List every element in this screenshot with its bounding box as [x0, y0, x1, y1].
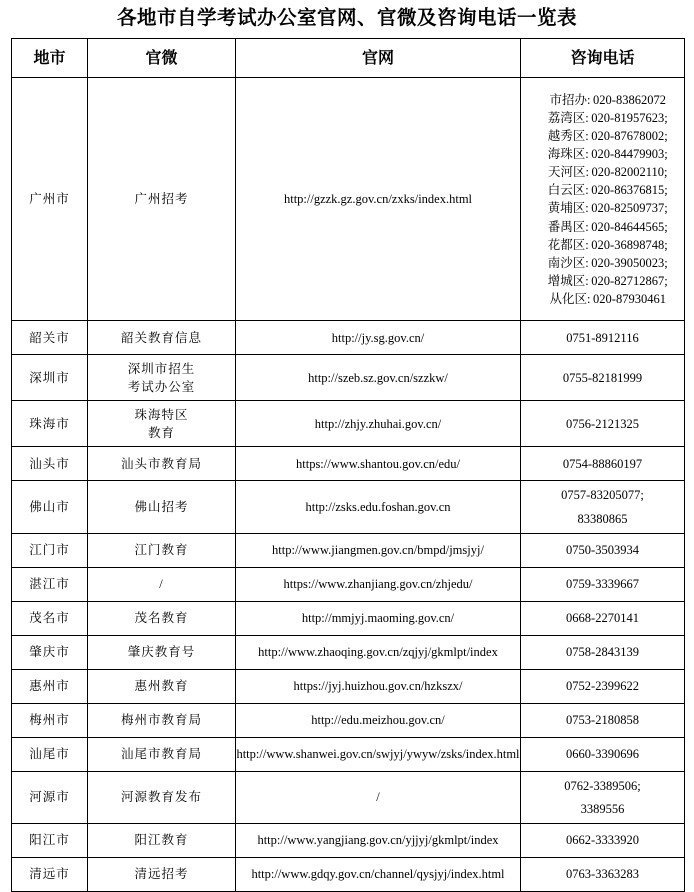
- table-row: [12, 78, 685, 321]
- weibo-line: 珠海特区: [134, 407, 189, 422]
- phone-district-label: 南沙区:: [547, 255, 589, 270]
- cell-weibo: 阳江教育: [88, 823, 236, 857]
- cell-weibo: 肇庆教育号: [88, 635, 236, 669]
- cell-website[interactable]: http://mmjyj.maoming.gov.cn/: [236, 601, 521, 635]
- phone-number: 020-84644565;: [591, 219, 668, 234]
- phone-number: 020-81957623;: [591, 110, 668, 125]
- phone-number: 020-86376815;: [591, 183, 668, 198]
- cell-city: 佛山市: [12, 481, 88, 533]
- cell-phone: [521, 771, 685, 823]
- phone-entry: [529, 272, 684, 290]
- phone-number: 020-39050023;: [591, 255, 668, 270]
- phone-entry: [529, 145, 684, 163]
- weibo-line: 深圳市招生: [127, 361, 196, 376]
- cell-website[interactable]: https://jyj.huizhou.gov.cn/hzkszx/: [236, 669, 521, 703]
- phone-number: 020-84479903;: [591, 147, 668, 161]
- cell-website[interactable]: https://www.shantou.gov.cn/edu/: [236, 447, 521, 481]
- cell-city: 梅州市: [12, 703, 88, 737]
- cell-city: 河源市: [12, 771, 88, 823]
- cell-city: 阳江市: [12, 823, 88, 857]
- cell-phone: 0758-2843139: [521, 635, 685, 669]
- table-row: [12, 321, 685, 355]
- cell-city: 汕尾市: [12, 737, 88, 771]
- cell-phone: 0668-2270141: [521, 601, 685, 635]
- cell-phone: [521, 481, 685, 533]
- cell-website[interactable]: http://zsks.edu.foshan.gov.cn: [236, 481, 521, 533]
- cell-weibo: 汕尾市教育局: [88, 737, 236, 771]
- cell-weibo: 清远招考: [88, 857, 236, 891]
- cell-website[interactable]: http://www.shanwei.gov.cn/swjyj/ywyw/zsks/index.html: [236, 737, 521, 771]
- cell-city: 广州市: [12, 78, 88, 321]
- phone-number: 0757-83205077;: [561, 488, 644, 503]
- cell-website[interactable]: http://www.zhaoqing.gov.cn/zqjyj/gkmlpt/index: [236, 635, 521, 669]
- cell-phone: 0753-2180858: [521, 703, 685, 737]
- phone-number: 020-83862072: [593, 92, 666, 107]
- cell-website[interactable]: http://zhjy.zhuhai.gov.cn/: [236, 401, 521, 447]
- column-header-city: 地市: [12, 39, 88, 78]
- phone-number: 83380865: [577, 511, 628, 526]
- cell-phone: 0752-2399622: [521, 669, 685, 703]
- cell-phone: 0759-3339667: [521, 567, 685, 601]
- city-contact-table: [11, 38, 685, 892]
- cell-city: 汕头市: [12, 447, 88, 481]
- table-row: [12, 567, 685, 601]
- cell-weibo: 茂名教育: [88, 601, 236, 635]
- cell-website[interactable]: http://szeb.sz.gov.cn/szzkw/: [236, 355, 521, 401]
- cell-city: 肇庆市: [12, 635, 88, 669]
- cell-phone: 0755-82181999: [521, 355, 685, 401]
- page-title: 各地市自学考试办公室官网、官微及咨询电话一览表: [116, 8, 577, 29]
- cell-phone: [521, 78, 685, 321]
- phone-entry: [529, 181, 684, 199]
- phone-district-label: 黄埔区:: [547, 201, 589, 216]
- cell-weibo: 惠州教育: [88, 669, 236, 703]
- cell-website[interactable]: http://edu.meizhou.gov.cn/: [236, 703, 521, 737]
- cell-weibo: 河源教育发布: [88, 771, 236, 823]
- table-row: [12, 533, 685, 567]
- column-header-phone: 咨询电话: [521, 39, 685, 78]
- phone-entry: [529, 290, 684, 308]
- phone-number: 0762-3389506;: [564, 778, 641, 793]
- phone-district-label: 市招办:: [549, 92, 591, 107]
- phone-entry: [529, 109, 684, 127]
- phone-entry: [529, 254, 684, 272]
- table-row: [12, 703, 685, 737]
- table-row: [12, 771, 685, 823]
- table-row: [12, 823, 685, 857]
- table-row: [12, 447, 685, 481]
- column-header-weibo: 官微: [88, 39, 236, 78]
- column-header-website: 官网: [236, 39, 521, 78]
- table-body: [12, 78, 685, 892]
- table-row: [12, 737, 685, 771]
- table-header: [12, 39, 685, 78]
- cell-phone: 0754-88860197: [521, 447, 685, 481]
- weibo-line: 教育: [147, 425, 175, 440]
- phone-district-label: 海珠区:: [547, 147, 589, 161]
- phone-district-label: 花都区:: [547, 237, 589, 252]
- cell-website[interactable]: http://www.yangjiang.gov.cn/yjjyj/gkmlpt/index: [236, 823, 521, 857]
- cell-website[interactable]: https://www.zhanjiang.gov.cn/zhjedu/: [236, 567, 521, 601]
- cell-city: 珠海市: [12, 401, 88, 447]
- cell-website[interactable]: http://gzzk.gz.gov.cn/zxks/index.html: [236, 78, 521, 321]
- cell-city: 茂名市: [12, 601, 88, 635]
- phone-district-label: 荔湾区:: [547, 110, 589, 125]
- cell-weibo: 江门教育: [88, 533, 236, 567]
- phone-district-label: 越秀区:: [547, 128, 589, 143]
- cell-city: 清远市: [12, 857, 88, 891]
- phone-district-label: 白云区:: [547, 183, 589, 198]
- cell-weibo: 梅州市教育局: [88, 703, 236, 737]
- phone-district-label: 增城区:: [547, 273, 589, 288]
- phone-entry: [529, 236, 684, 254]
- table-row: [12, 669, 685, 703]
- cell-city: 韶关市: [12, 321, 88, 355]
- phone-number: 3389556: [580, 801, 625, 816]
- phone-district-label: 从化区:: [549, 292, 591, 306]
- cell-phone: 0660-3390696: [521, 737, 685, 771]
- cell-city: 湛江市: [12, 567, 88, 601]
- cell-city: 江门市: [12, 533, 88, 567]
- cell-weibo: 韶关教育信息: [88, 321, 236, 355]
- cell-weibo: [88, 401, 236, 447]
- cell-website[interactable]: http://www.gdqy.gov.cn/channel/qysjyj/index.html: [236, 857, 521, 891]
- phone-district-label: 天河区:: [548, 165, 590, 180]
- weibo-line: 考试办公室: [127, 379, 196, 394]
- table-row: [12, 481, 685, 533]
- cell-weibo: [88, 355, 236, 401]
- phone-number: 020-36898748;: [591, 237, 668, 252]
- phone-entry: [529, 199, 684, 217]
- cell-city: 深圳市: [12, 355, 88, 401]
- cell-phone: 0763-3363283: [521, 857, 685, 891]
- cell-weibo: 汕头市教育局: [88, 447, 236, 481]
- table-row: [12, 601, 685, 635]
- cell-phone: 0662-3333920: [521, 823, 685, 857]
- table-row: [12, 857, 685, 891]
- cell-weibo: 佛山招考: [88, 481, 236, 533]
- phone-entry: [529, 127, 684, 145]
- phone-number: 020-82509737;: [591, 201, 668, 216]
- table-header-row: [12, 39, 685, 78]
- phone-entry: [529, 163, 684, 181]
- phone-entry: [529, 218, 684, 236]
- cell-website[interactable]: http://www.jiangmen.gov.cn/bmpd/jmsjyj/: [236, 533, 521, 567]
- cell-weibo: /: [88, 567, 236, 601]
- cell-website[interactable]: /: [236, 771, 521, 823]
- table-row: [12, 401, 685, 447]
- cell-city: 惠州市: [12, 669, 88, 703]
- cell-phone: 0750-3503934: [521, 533, 685, 567]
- phone-number: 020-82712867;: [591, 273, 668, 288]
- table-row: [12, 355, 685, 401]
- cell-weibo: 广州招考: [88, 78, 236, 321]
- phone-number: 020-87930461: [593, 292, 666, 306]
- cell-phone: 0756-2121325: [521, 401, 685, 447]
- phone-number: 020-87678002;: [591, 128, 668, 143]
- phone-entry: [529, 91, 684, 109]
- cell-website[interactable]: http://jy.sg.gov.cn/: [236, 321, 521, 355]
- phone-number: 020-82002110;: [591, 165, 668, 180]
- table-row: [12, 635, 685, 669]
- phone-district-label: 番禺区:: [547, 219, 589, 234]
- cell-phone: 0751-8912116: [521, 321, 685, 355]
